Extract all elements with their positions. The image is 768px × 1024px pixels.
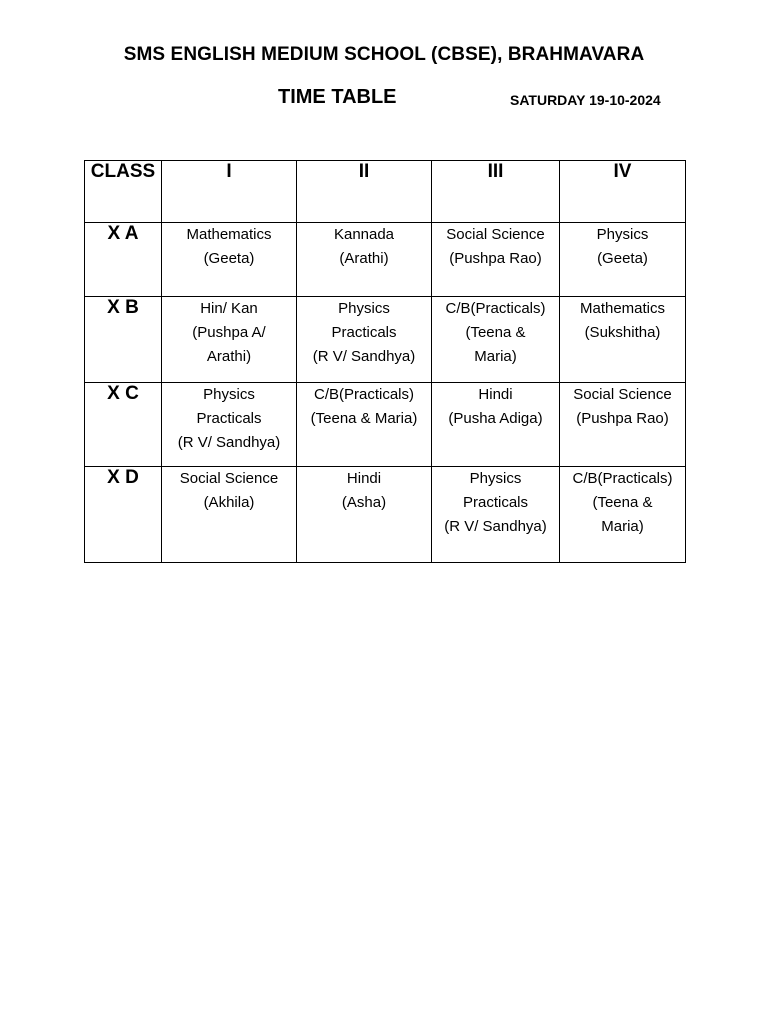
period-cell [297,383,432,467]
subject-text: Practicals [331,324,397,341]
teacher-text: (Pushpa Rao) [576,410,669,427]
table-row [85,467,686,563]
subject-text: C/B(Practicals) [445,300,546,317]
teacher-text: (Pusha Adiga) [448,410,543,427]
period-cell [560,297,686,383]
period-cell [162,223,297,297]
header-row [85,161,686,223]
period-cell [560,223,686,297]
teacher-text: (Sukshitha) [584,324,661,341]
subject-text: Practicals [196,410,262,427]
teacher-text: (R V/ Sandhya) [177,434,281,451]
subject-text: C/B(Practicals) [313,386,414,403]
school-title: SMS ENGLISH MEDIUM SCHOOL (CBSE), BRAHMAVARA [123,44,645,65]
period-cell [162,297,297,383]
subject-text: Physics [203,386,255,403]
period-cell [560,383,686,467]
teacher-text: (R V/ Sandhya) [444,518,547,535]
teacher-text: (Arathi) [339,250,389,267]
table-row [85,297,686,383]
subject-text: Hindi [346,470,382,487]
subject-text: Physics [469,470,522,487]
teacher-text: (Teena & [592,494,653,511]
class-label: X C [85,383,162,467]
table-row [85,383,686,467]
period-cell [560,467,686,563]
teacher-text: (Teena & [465,324,526,341]
column-header-period-2: II [297,161,432,223]
period-cell [297,297,432,383]
subject-text: Kannada [333,226,395,243]
period-cell [162,383,297,467]
period-cell [162,467,297,563]
teacher-text: (Geeta) [203,250,255,267]
teacher-text: Maria) [601,518,644,535]
teacher-text: (R V/ Sandhya) [312,348,416,365]
teacher-text: (Teena & Maria) [310,410,418,427]
subject-text: Social Science [573,386,672,403]
document-date: SATURDAY 19-10-2024 [510,92,661,108]
subject-text: Social Science [446,226,545,243]
class-label: X A [85,223,162,297]
period-cell [432,223,560,297]
teacher-text: (Akhila) [203,494,255,511]
period-cell [297,467,432,563]
subject-text: Mathematics [579,300,666,317]
class-label: X B [85,297,162,383]
document-title: TIME TABLE [278,86,397,108]
period-cell [432,467,560,563]
subject-text: Mathematics [186,226,272,243]
period-cell [432,297,560,383]
subject-text: C/B(Practicals) [572,470,673,487]
teacher-text: (Geeta) [597,250,648,267]
class-label: X D [85,467,162,563]
subject-text: Practicals [462,494,529,511]
column-header-period-1: I [162,161,297,223]
subject-text: Social Science [179,470,279,487]
period-cell [432,383,560,467]
teacher-text: (Pushpa Rao) [449,250,542,267]
table-row [85,223,686,297]
column-header-period-3: III [432,161,560,223]
subject-text: Physics [596,226,649,243]
column-header-class: CLASS [85,161,162,223]
teacher-text: Maria) [474,348,517,365]
teacher-text: (Asha) [341,494,387,511]
teacher-text: (Pushpa A/ [192,324,266,341]
subject-text: Physics [338,300,390,317]
subject-text: Hin/ Kan [200,300,258,317]
subject-text: Hindi [478,386,513,403]
period-cell [297,223,432,297]
timetable [84,160,686,563]
teacher-text: Arathi) [206,348,252,365]
column-header-period-4: IV [560,161,686,223]
